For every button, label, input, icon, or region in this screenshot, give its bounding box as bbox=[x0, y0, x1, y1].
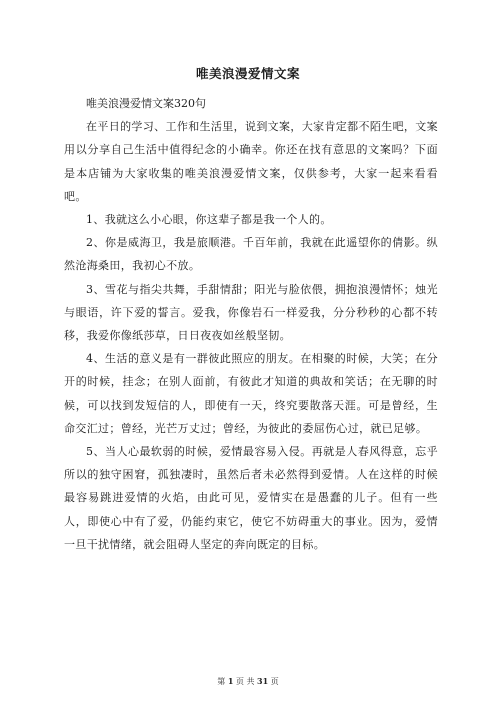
page-footer bbox=[0, 676, 496, 687]
footer-prefix: 第 bbox=[217, 677, 226, 686]
paragraph-intro: 在平日的学习、工作和生活里，说到文案，大家肯定都不陌生吧，文案用以分享自己生活中值得纪念的小确幸。你还在找有意思的文案吗？下面是本店铺为大家收集的唯美浪漫爱情文案，仅供参考，大家一起来看看吧。 bbox=[64, 120, 438, 203]
footer-suffix: 页 bbox=[270, 677, 279, 686]
document-title: 唯美浪漫爱情文案 bbox=[195, 66, 300, 81]
document-subtitle: 唯美浪漫爱情文案320句 bbox=[86, 97, 206, 110]
footer-total-pages: 31 bbox=[257, 676, 269, 686]
document-body bbox=[64, 92, 438, 556]
paragraph-item-1: 1、我就这么小心眼，你这辈子都是我一个人的。 bbox=[86, 213, 332, 227]
paragraph-item-3: 3、雪花与指尖共舞，手甜情甜；阳光与脸依偎，拥抱浪漫情怀；烛光与眼语，许下爱的誓言。爱我，你像岩石一样爱我，分分秒秒的心都不转移，我爱你像纸莎草，日日夜夜如丝般坚韧。 bbox=[64, 282, 438, 343]
paragraph-item-5: 5、当人心最软弱的时候，爱情最容易入侵。再就是人春风得意，忘乎所以的独守困窘，孤独凄时，虽然后者未必然得到爱情。人在这样的时候最容易跳进爱情的火焰，由此可见，爱情实在是愚蠢的儿子。但有一些人，即使心中有了爱，仍能约束它，使它不妨碍重大的事业。因为，爱情一旦干扰情绪，就会阻碍人坚定的奔向既定的目标。 bbox=[64, 445, 438, 551]
paragraph-item-4: 4、生活的意义是有一群彼此照应的朋友。在相聚的时候，大笑；在分开的时候，挂念；在别人面前，有彼此才知道的典故和笑话；在无聊的时候，可以找到发短信的人，即使有一天，终究要散落天涯。可是曾经，生命交汇过；曾经，光芒万丈过；曾经，为彼此的委屈伤心过，就已足够。 bbox=[64, 352, 438, 435]
paragraph-item-2: 2、你是威海卫，我是旅顺港。千百年前，我就在此遥望你的倩影。纵然沧海桑田，我初心不放。 bbox=[64, 236, 438, 273]
footer-page-number: 1 bbox=[227, 676, 234, 686]
footer-middle: 页 共 bbox=[235, 677, 255, 686]
